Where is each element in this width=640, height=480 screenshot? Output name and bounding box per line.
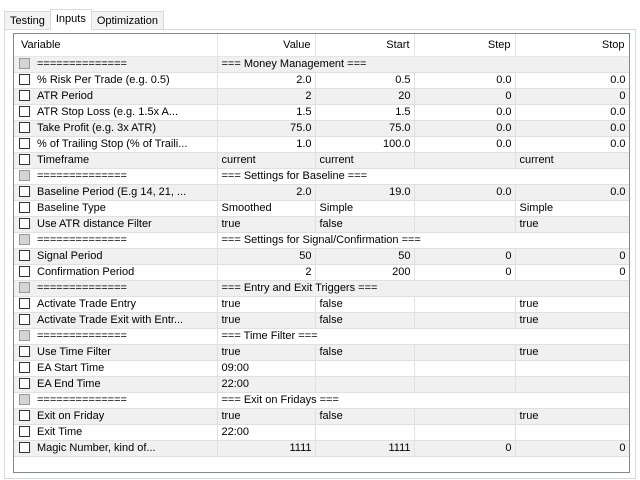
start-cell[interactable]: 0.5 — [315, 73, 414, 89]
stop-cell[interactable]: current — [515, 153, 629, 169]
tab-testing[interactable]: Testing — [4, 11, 51, 29]
start-cell[interactable]: 75.0 — [315, 121, 414, 137]
variable-name: Use ATR distance Filter — [37, 218, 152, 230]
step-cell[interactable]: 0 — [414, 441, 515, 457]
column-header-step[interactable]: Step — [414, 34, 515, 57]
stop-cell[interactable]: 0.0 — [515, 137, 629, 153]
section-separator-row[interactable] — [14, 169, 629, 185]
variable-cell[interactable] — [14, 377, 217, 393]
table-row[interactable] — [14, 297, 629, 313]
inputs-table — [14, 34, 630, 457]
variable-name: Activate Trade Entry — [37, 298, 137, 310]
optimize-checkbox[interactable] — [19, 58, 30, 69]
variable-name: % of Trailing Stop (% of Traili... — [37, 138, 188, 150]
variable-cell[interactable] — [14, 73, 217, 89]
value-cell[interactable]: 50 — [217, 249, 315, 265]
variable-cell[interactable] — [14, 217, 217, 233]
step-cell[interactable] — [414, 217, 515, 233]
optimize-checkbox[interactable] — [19, 170, 30, 181]
start-cell[interactable]: 1111 — [315, 441, 414, 457]
optimize-checkbox[interactable] — [19, 138, 30, 149]
optimize-checkbox[interactable] — [19, 106, 30, 117]
optimize-checkbox[interactable] — [19, 426, 30, 437]
value-cell[interactable]: true — [217, 313, 315, 329]
step-cell[interactable]: 0.0 — [414, 185, 515, 201]
optimize-checkbox[interactable] — [19, 234, 30, 245]
start-cell[interactable] — [315, 425, 414, 441]
variable-cell[interactable] — [14, 89, 217, 105]
variable-name: Baseline Period (E.g 14, 21, ... — [37, 186, 187, 198]
start-cell[interactable]: 200 — [315, 265, 414, 281]
section-title: === Time Filter === — [217, 329, 629, 345]
variable-name: ============== — [37, 58, 127, 70]
step-cell[interactable] — [414, 201, 515, 217]
value-cell[interactable]: Smoothed — [217, 201, 315, 217]
start-cell[interactable]: false — [315, 217, 414, 233]
start-cell[interactable]: false — [315, 345, 414, 361]
step-cell[interactable]: 0.0 — [414, 105, 515, 121]
inputs-grid — [13, 33, 630, 473]
stop-cell[interactable]: 0 — [515, 441, 629, 457]
step-cell[interactable] — [414, 345, 515, 361]
variable-name: ============== — [37, 394, 127, 406]
table-row[interactable] — [14, 137, 629, 153]
variable-name: Exit Time — [37, 426, 83, 438]
variable-name: Take Profit (e.g. 3x ATR) — [37, 122, 157, 134]
table-row[interactable] — [14, 217, 629, 233]
variable-cell[interactable] — [14, 201, 217, 217]
value-cell[interactable]: true — [217, 297, 315, 313]
step-cell[interactable] — [414, 425, 515, 441]
optimize-checkbox[interactable] — [19, 282, 30, 293]
stop-cell[interactable]: 0.0 — [515, 73, 629, 89]
variable-cell[interactable] — [14, 121, 217, 137]
table-row[interactable] — [14, 121, 629, 137]
table-row[interactable] — [14, 361, 629, 377]
stop-cell[interactable]: Simple — [515, 201, 629, 217]
variable-cell[interactable] — [14, 425, 217, 441]
section-title: === Entry and Exit Triggers === — [217, 281, 629, 297]
section-title: === Settings for Signal/Confirmation === — [217, 233, 629, 249]
variable-cell[interactable] — [14, 105, 217, 121]
stop-cell[interactable]: true — [515, 297, 629, 313]
step-cell[interactable] — [414, 377, 515, 393]
value-cell[interactable]: 1.5 — [217, 105, 315, 121]
variable-cell[interactable] — [14, 409, 217, 425]
variable-cell[interactable] — [14, 297, 217, 313]
stop-cell[interactable]: true — [515, 409, 629, 425]
step-cell[interactable] — [414, 361, 515, 377]
variable-cell[interactable] — [14, 57, 217, 73]
step-cell[interactable]: 0 — [414, 89, 515, 105]
variable-name: ============== — [37, 282, 127, 294]
value-cell[interactable]: 2 — [217, 89, 315, 105]
optimize-checkbox[interactable] — [19, 154, 30, 165]
step-cell[interactable]: 0.0 — [414, 73, 515, 89]
stop-cell[interactable]: 0 — [515, 265, 629, 281]
table-row[interactable] — [14, 89, 629, 105]
variable-name: EA Start Time — [37, 362, 105, 374]
variable-name: EA End Time — [37, 378, 101, 390]
table-row[interactable] — [14, 73, 629, 89]
table-row[interactable] — [14, 377, 629, 393]
table-row[interactable] — [14, 409, 629, 425]
variable-cell[interactable] — [14, 329, 217, 345]
variable-cell[interactable] — [14, 249, 217, 265]
variable-name: Exit on Friday — [37, 410, 105, 422]
step-cell[interactable] — [414, 409, 515, 425]
start-cell[interactable]: false — [315, 313, 414, 329]
variable-cell[interactable] — [14, 393, 217, 409]
value-cell[interactable]: true — [217, 409, 315, 425]
variable-name: ============== — [37, 170, 127, 182]
table-row[interactable] — [14, 105, 629, 121]
stop-cell[interactable]: true — [515, 217, 629, 233]
section-separator-row[interactable] — [14, 57, 629, 73]
table-row[interactable] — [14, 425, 629, 441]
step-cell[interactable]: 0 — [414, 265, 515, 281]
variable-cell[interactable] — [14, 361, 217, 377]
column-header-stop[interactable]: Stop — [515, 34, 629, 57]
optimize-checkbox[interactable] — [19, 362, 30, 373]
variable-cell[interactable] — [14, 185, 217, 201]
section-title: === Money Management === — [217, 57, 629, 73]
stop-cell[interactable]: true — [515, 345, 629, 361]
step-cell[interactable] — [414, 313, 515, 329]
variable-cell[interactable] — [14, 233, 217, 249]
start-cell[interactable]: current — [315, 153, 414, 169]
step-cell[interactable] — [414, 297, 515, 313]
variable-name: Magic Number, kind of... — [37, 442, 156, 454]
optimize-checkbox[interactable] — [19, 250, 30, 261]
column-header-start[interactable]: Start — [315, 34, 414, 57]
start-cell[interactable] — [315, 377, 414, 393]
optimize-checkbox[interactable] — [19, 74, 30, 85]
table-row[interactable] — [14, 265, 629, 281]
table-row[interactable] — [14, 185, 629, 201]
optimize-checkbox[interactable] — [19, 122, 30, 133]
variable-cell[interactable] — [14, 137, 217, 153]
optimize-checkbox[interactable] — [19, 266, 30, 277]
table-row[interactable] — [14, 441, 629, 457]
variable-cell[interactable] — [14, 265, 217, 281]
stop-cell[interactable]: 0 — [515, 89, 629, 105]
value-cell[interactable]: 2.0 — [217, 185, 315, 201]
table-row[interactable] — [14, 345, 629, 361]
variable-name: ATR Period — [37, 90, 94, 102]
variable-name: ============== — [37, 234, 127, 246]
variable-cell[interactable] — [14, 313, 217, 329]
optimize-checkbox[interactable] — [19, 202, 30, 213]
optimize-checkbox[interactable] — [19, 314, 30, 325]
variable-name: Signal Period — [37, 250, 103, 262]
start-cell[interactable]: 50 — [315, 249, 414, 265]
value-cell[interactable]: true — [217, 345, 315, 361]
table-row[interactable] — [14, 201, 629, 217]
value-cell[interactable]: 1111 — [217, 441, 315, 457]
variable-name: Use Time Filter — [37, 346, 111, 358]
value-cell[interactable]: 22:00 — [217, 377, 315, 393]
optimize-checkbox[interactable] — [19, 330, 30, 341]
start-cell[interactable]: false — [315, 409, 414, 425]
start-cell[interactable]: false — [315, 297, 414, 313]
column-header-value[interactable]: Value — [217, 34, 315, 57]
optimize-checkbox[interactable] — [19, 442, 30, 453]
column-header-variable[interactable]: Variable — [14, 34, 217, 57]
stop-cell[interactable]: 0.0 — [515, 105, 629, 121]
section-separator-row[interactable] — [14, 329, 629, 345]
table-row[interactable] — [14, 153, 629, 169]
variable-cell[interactable] — [14, 345, 217, 361]
section-separator-row[interactable] — [14, 233, 629, 249]
variable-cell[interactable] — [14, 169, 217, 185]
start-cell[interactable]: 20 — [315, 89, 414, 105]
stop-cell[interactable] — [515, 425, 629, 441]
variable-name: Timeframe — [37, 154, 90, 166]
value-cell[interactable]: 1.0 — [217, 137, 315, 153]
section-title: === Exit on Fridays === — [217, 393, 629, 409]
start-cell[interactable]: 1.5 — [315, 105, 414, 121]
stop-cell[interactable]: true — [515, 313, 629, 329]
variable-name: % Risk Per Trade (e.g. 0.5) — [37, 74, 170, 86]
table-row[interactable] — [14, 313, 629, 329]
optimize-checkbox[interactable] — [19, 378, 30, 389]
start-cell[interactable] — [315, 361, 414, 377]
start-cell[interactable]: 19.0 — [315, 185, 414, 201]
variable-name: Activate Trade Exit with Entr... — [37, 314, 184, 326]
variable-name: Baseline Type — [37, 202, 106, 214]
variable-name: ATR Stop Loss (e.g. 1.5x A... — [37, 106, 179, 118]
optimize-checkbox[interactable] — [19, 410, 30, 421]
variable-cell[interactable] — [14, 153, 217, 169]
variable-cell[interactable] — [14, 441, 217, 457]
value-cell[interactable]: 22:00 — [217, 425, 315, 441]
start-cell[interactable]: Simple — [315, 201, 414, 217]
stop-cell[interactable]: 0.0 — [515, 185, 629, 201]
section-title: === Settings for Baseline === — [217, 169, 629, 185]
value-cell[interactable]: 2 — [217, 265, 315, 281]
stop-cell[interactable] — [515, 377, 629, 393]
variable-cell[interactable] — [14, 281, 217, 297]
table-row[interactable] — [14, 249, 629, 265]
stop-cell[interactable]: 0.0 — [515, 121, 629, 137]
tab-strip — [4, 9, 164, 29]
value-cell[interactable]: 75.0 — [217, 121, 315, 137]
value-cell[interactable]: current — [217, 153, 315, 169]
tab-optimization[interactable]: Optimization — [91, 11, 164, 29]
tab-inputs[interactable]: Inputs — [50, 9, 92, 30]
optimize-checkbox[interactable] — [19, 90, 30, 101]
stop-cell[interactable]: 0 — [515, 249, 629, 265]
step-cell[interactable]: 0 — [414, 249, 515, 265]
section-separator-row[interactable] — [14, 281, 629, 297]
variable-name: Confirmation Period — [37, 266, 135, 278]
variable-name: ============== — [37, 330, 127, 342]
step-cell[interactable]: 0.0 — [414, 137, 515, 153]
inputs-rows — [14, 57, 629, 457]
step-cell[interactable] — [414, 153, 515, 169]
optimize-checkbox[interactable] — [19, 394, 30, 405]
section-separator-row[interactable] — [14, 393, 629, 409]
optimize-checkbox[interactable] — [19, 346, 30, 357]
step-cell[interactable]: 0.0 — [414, 121, 515, 137]
start-cell[interactable]: 100.0 — [315, 137, 414, 153]
value-cell[interactable]: true — [217, 217, 315, 233]
optimize-checkbox[interactable] — [19, 218, 30, 229]
value-cell[interactable]: 09:00 — [217, 361, 315, 377]
header-row — [14, 34, 629, 57]
optimize-checkbox[interactable] — [19, 186, 30, 197]
stop-cell[interactable] — [515, 361, 629, 377]
optimize-checkbox[interactable] — [19, 298, 30, 309]
value-cell[interactable]: 2.0 — [217, 73, 315, 89]
